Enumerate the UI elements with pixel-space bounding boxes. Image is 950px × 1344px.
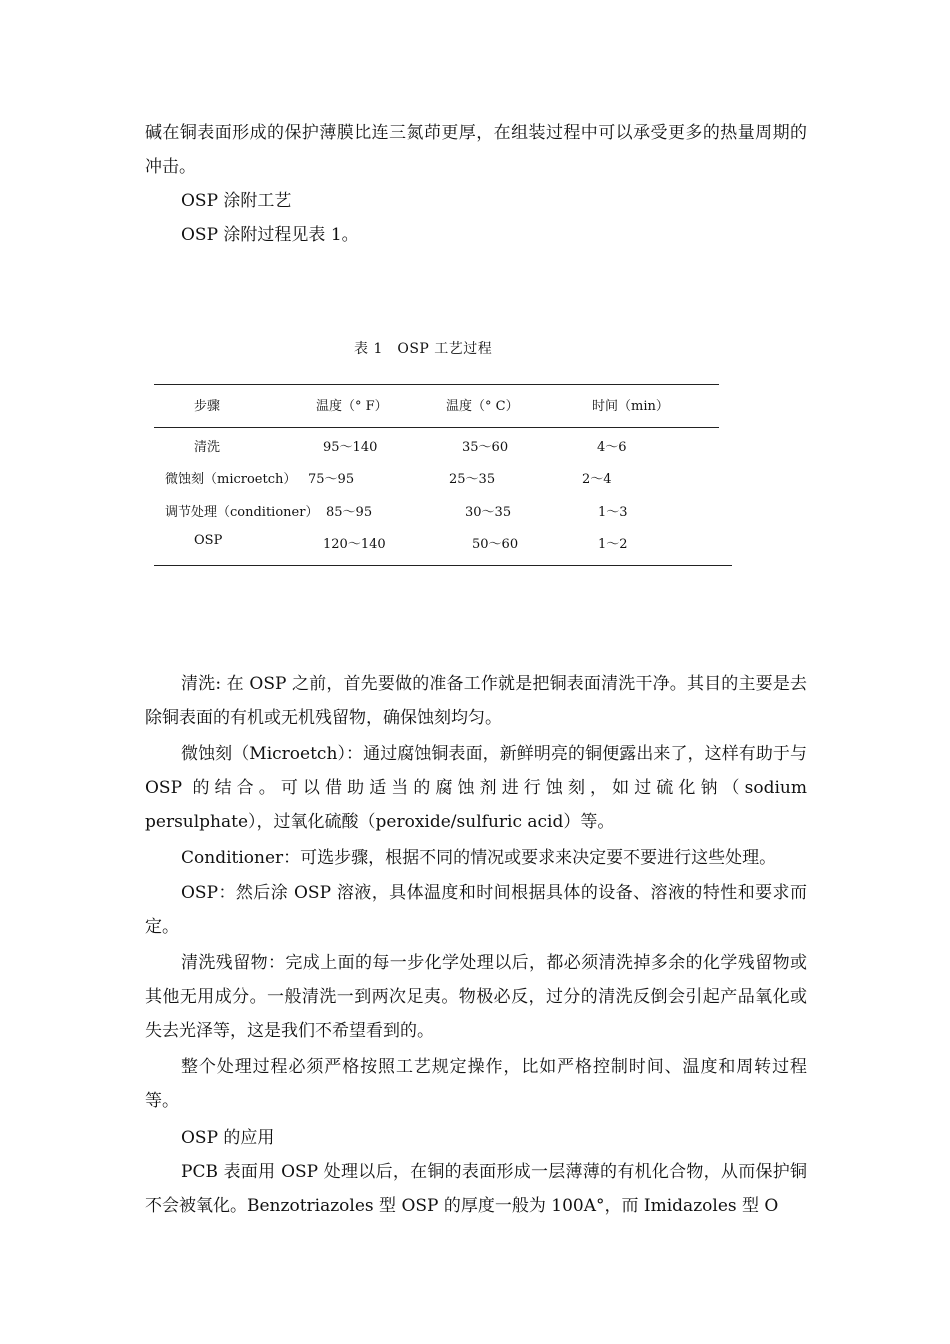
paragraph-osp: OSP：然后涂 OSP 溶液，具体温度和时间根据具体的设备、溶液的特性和要求而定。: [145, 883, 807, 937]
row-temp-c: 50～60: [472, 537, 519, 552]
paragraph-process-control: 整个处理过程必须严格按照工艺规定操作，比如严格控制时间、温度和周转过程等。: [145, 1057, 807, 1111]
paragraph-rinse-residue: 清洗残留物：完成上面的每一步化学处理以后，都必须清洗掉多余的化学残留物或其他无用成分。一般清洗一到两次足夷。物极必反，过分的清洗反倒会引起产品氧化或失去光泽等，这是我们不希望看到的。: [145, 953, 807, 1041]
row-temp-c: 25～35: [449, 472, 496, 487]
section-heading-osp-application: OSP 的应用: [181, 1128, 275, 1148]
row-time: 1～2: [598, 537, 628, 552]
paragraph-microetch: 微蚀刻（Microetch）：通过腐蚀铜表面，新鲜明亮的铜便露出来了，这样有助于与 OSP 的结合。可以借助适当的腐蚀剂进行蚀刻，如过硫化钠（sodium persulphate），过氧化硫酸（peroxide/sulfuric acid）等。: [145, 744, 807, 832]
table-header-rule: [154, 427, 719, 428]
row-temp-c: 30～35: [465, 505, 512, 520]
paragraph-table-reference: OSP 涂附过程见表 1。: [181, 225, 359, 245]
header-temp-f: 温度（° F）: [316, 399, 388, 414]
section-heading-osp-coating: OSP 涂附工艺: [181, 191, 292, 211]
paragraph-conditioner: Conditioner：可选步骤，根据不同的情况或要求来决定要不要进行这些处理。: [181, 848, 777, 868]
header-time: 时间（min）: [592, 399, 669, 414]
row-time: 1～3: [598, 505, 628, 520]
table-top-rule: [154, 384, 719, 385]
row-temp-f: 120～140: [323, 537, 386, 552]
table-bottom-rule: [154, 565, 732, 566]
row-step: OSP: [194, 533, 223, 548]
row-step: 清洗: [194, 440, 221, 455]
row-temp-f: 75～95: [308, 472, 355, 487]
row-step: 微蚀刻（microetch）: [165, 472, 297, 487]
header-temp-c: 温度（° C）: [446, 399, 519, 414]
row-time: 4～6: [597, 440, 627, 455]
row-temp-c: 35～60: [462, 440, 509, 455]
paragraph-continuation: 碱在铜表面形成的保护薄膜比连三氮茚更厚，在组装过程中可以承受更多的热量周期的冲击。: [145, 123, 807, 177]
paragraph-osp-application: PCB 表面用 OSP 处理以后，在铜的表面形成一层薄薄的有机化合物，从而保护铜不会被氧化。Benzotriazoles 型 OSP 的厚度一般为 100A°，而 Imidazoles 型 O: [145, 1162, 807, 1216]
paragraph-cleaning: 清洗: 在 OSP 之前，首先要做的准备工作就是把铜表面清洗干净。其目的主要是去除铜表面的有机或无机残留物，确保蚀刻均匀。: [145, 674, 807, 728]
table-caption: 表 1 OSP 工艺过程: [354, 341, 493, 357]
row-temp-f: 85～95: [326, 505, 373, 520]
row-temp-f: 95～140: [323, 440, 378, 455]
row-step: 调节处理（conditioner）: [165, 505, 319, 520]
row-time: 2～4: [582, 472, 612, 487]
header-step: 步骤: [194, 399, 221, 414]
